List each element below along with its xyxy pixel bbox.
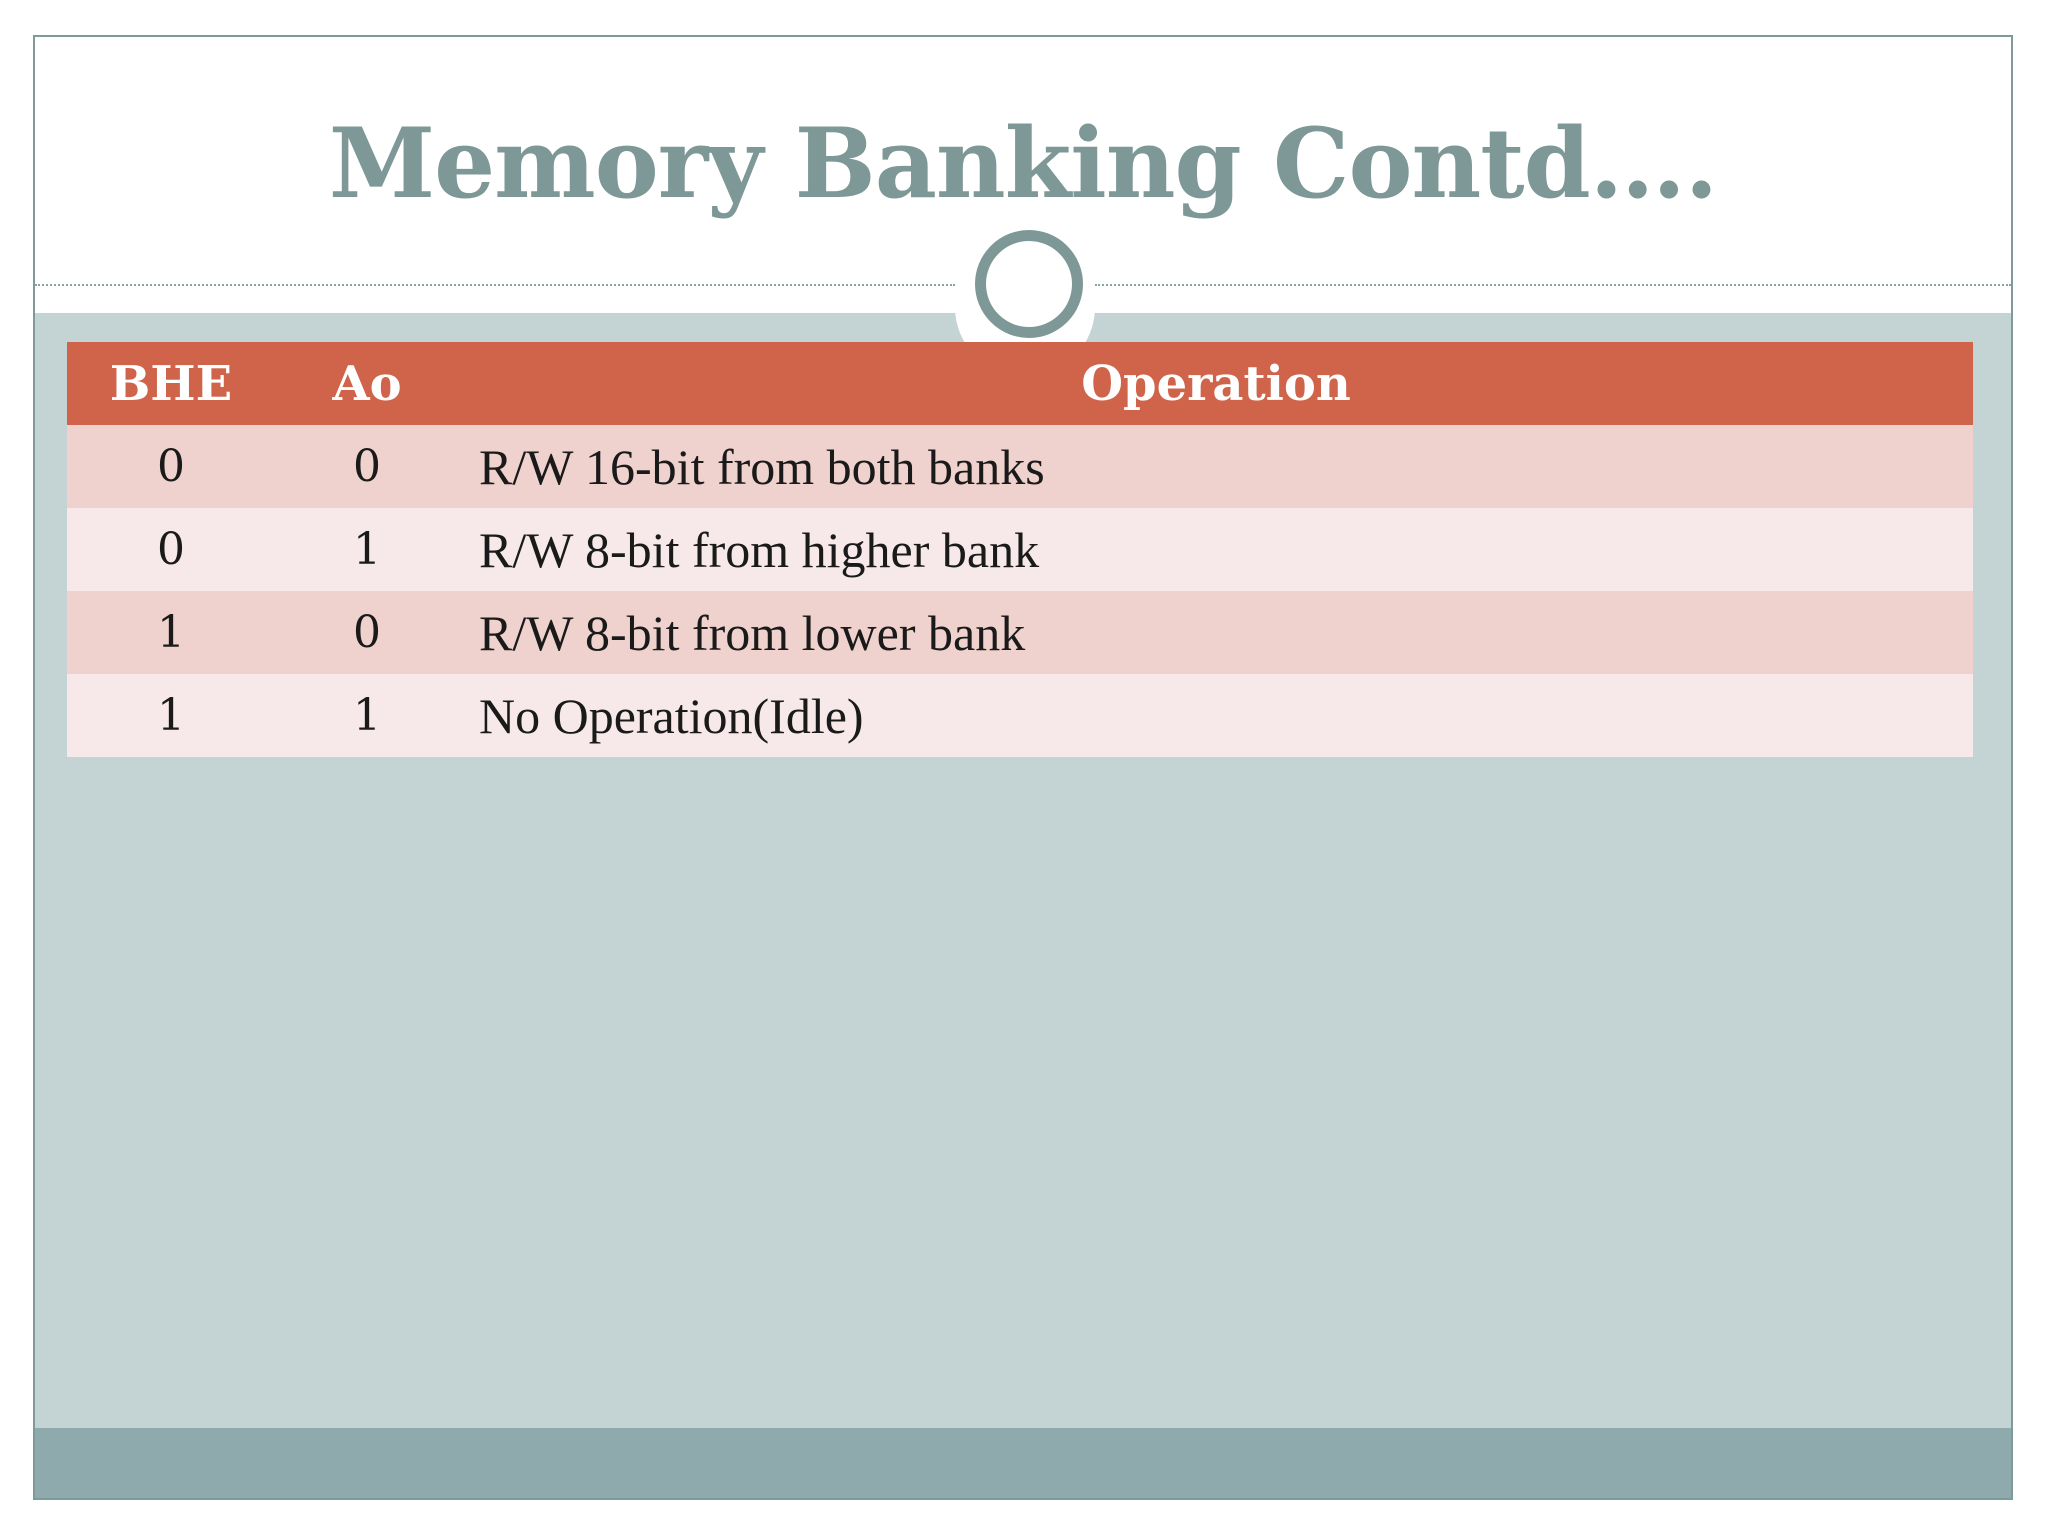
banking-table	[67, 342, 1973, 757]
cell-bhe: 0	[67, 508, 275, 591]
cell-a0: 1	[275, 674, 459, 757]
cell-bhe: 1	[67, 591, 275, 674]
cell-a0: 0	[275, 591, 459, 674]
slide	[33, 35, 2013, 1500]
cell-bhe: 0	[67, 425, 275, 508]
cell-a0: 1	[275, 508, 459, 591]
cell-operation: R/W 8-bit from higher bank	[459, 508, 1973, 591]
divider-circle-icon	[975, 230, 1083, 338]
table-row	[67, 425, 1973, 508]
cell-bhe: 1	[67, 674, 275, 757]
footer-bar	[35, 1428, 2011, 1498]
title-divider-right	[1095, 284, 2011, 286]
cell-operation: No Operation(Idle)	[459, 674, 1973, 757]
table-header-row	[67, 342, 1973, 425]
table-row	[67, 508, 1973, 591]
cell-operation: R/W 8-bit from lower bank	[459, 591, 1973, 674]
header-a0: Ao	[275, 342, 459, 425]
cell-a0: 0	[275, 425, 459, 508]
header-operation: Operation	[459, 342, 1973, 425]
cell-operation: R/W 16-bit from both banks	[459, 425, 1973, 508]
title-divider-left	[35, 284, 955, 286]
header-bhe: BHE	[67, 342, 275, 425]
table-row	[67, 674, 1973, 757]
table-row	[67, 591, 1973, 674]
slide-title: Memory Banking Contd….	[328, 107, 1718, 220]
